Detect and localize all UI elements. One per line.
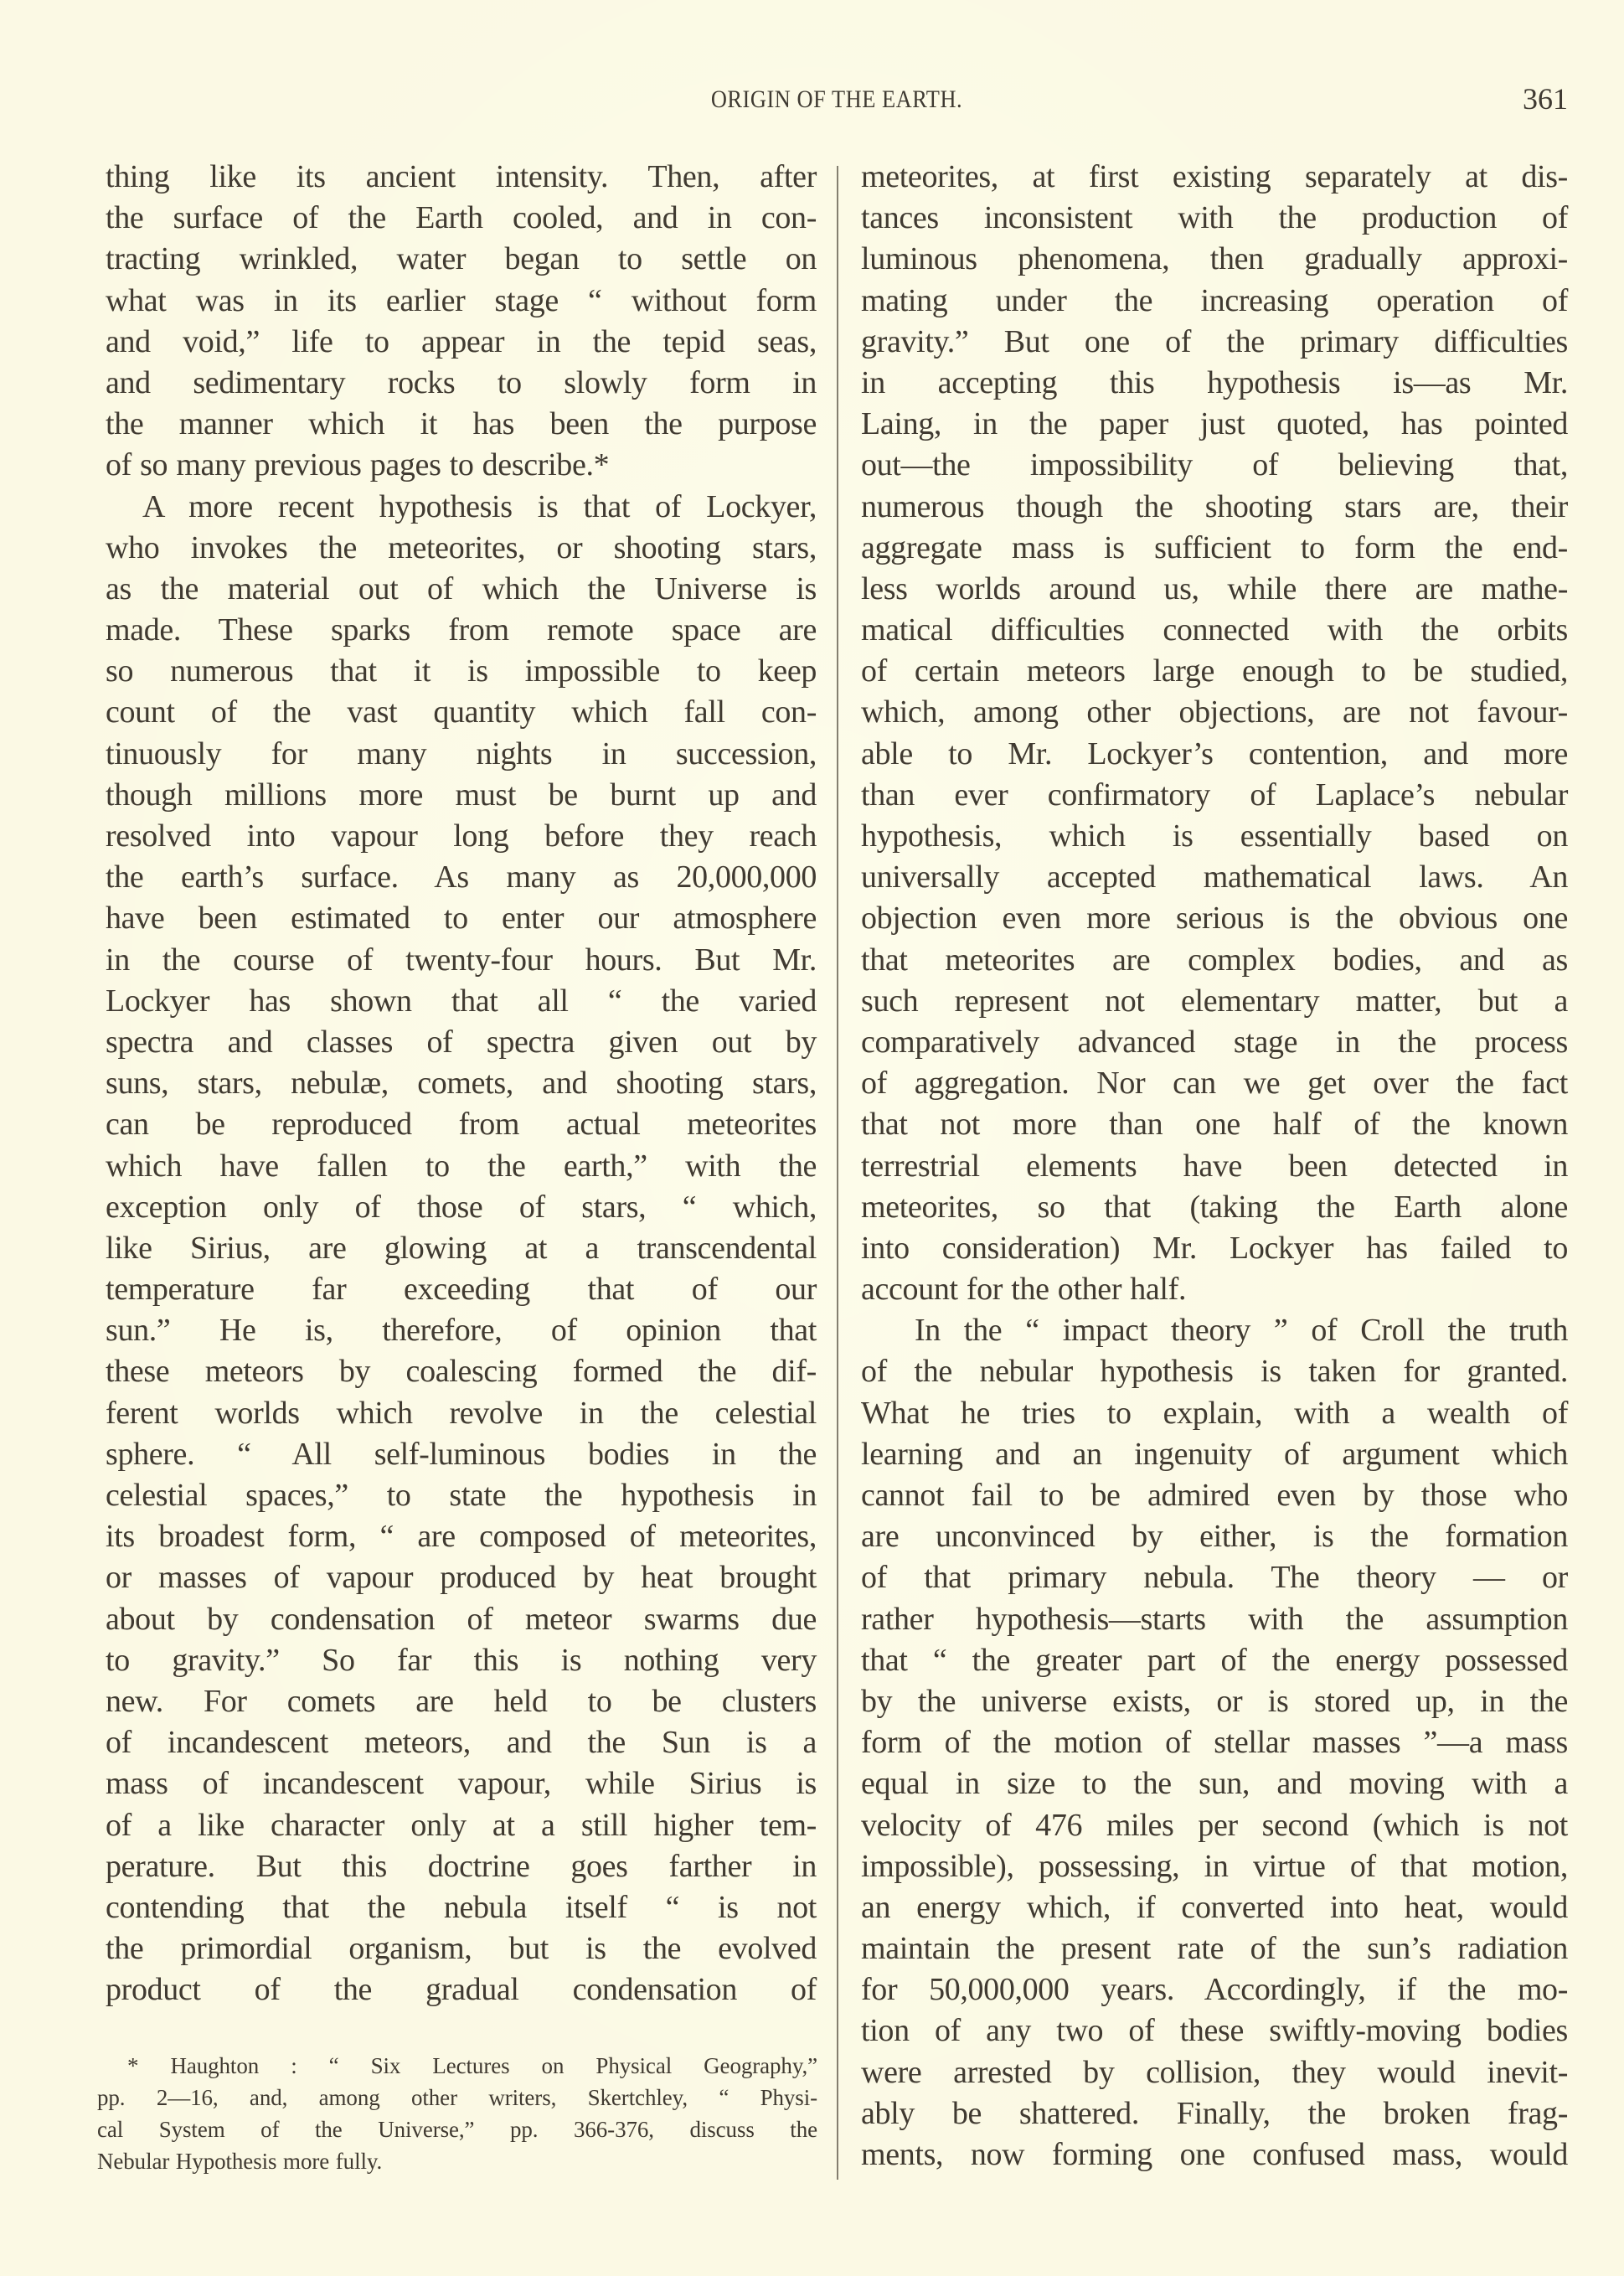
text-line: sphere. “ All self-luminous bodies in the [106, 1436, 817, 1472]
text-line: in accepting this hypothesis is—as Mr. [861, 364, 1568, 400]
text-line: Lockyer has shown that all “ the varied [106, 983, 817, 1019]
text-line: form of the motion of stellar masses ”—a mass [861, 1725, 1568, 1761]
text-line: velocity of 476 miles per second (which is not [861, 1807, 1568, 1843]
text-line: mass of incandescent vapour, while Sirius is [106, 1766, 817, 1802]
text-line: resolved into vapour long before they reach [106, 818, 817, 854]
left-column [106, 157, 817, 2010]
text-line: Nebular Hypothesis more fully. [97, 2149, 383, 2174]
text-line: terrestrial elements have been detected in [861, 1148, 1568, 1184]
text-line: of a like character only at a still higher tem- [106, 1807, 817, 1843]
text-line: its broadest form, “ are composed of meteorites, [106, 1519, 817, 1555]
text-line: What he tries to explain, with a wealth of [861, 1395, 1568, 1431]
paragraph [861, 157, 1568, 1310]
text-line: to gravity.” So far this is nothing very [106, 1642, 817, 1678]
text-line: out—the impossibility of believing that, [861, 447, 1568, 483]
running-title: ORIGIN OF THE EARTH. [710, 85, 963, 113]
text-line: tinuously for many nights in succession, [106, 735, 817, 772]
text-line: hypothesis, which is essentially based on [861, 818, 1568, 854]
text-line: In the “ impact theory ” of Croll the truth [915, 1313, 1568, 1349]
text-line: an energy which, if converted into heat, would [861, 1889, 1568, 1925]
text-line: the primordial organism, but is the evolved [106, 1931, 817, 1967]
text-line: such represent not elementary matter, but a [861, 983, 1568, 1019]
text-line: tracting wrinkled, water began to settle on [106, 241, 817, 277]
text-line: mating under the increasing operation of [861, 282, 1568, 318]
text-line: that not more than one half of the known [861, 1107, 1568, 1143]
text-line: Laing, in the paper just quoted, has pointed [861, 406, 1568, 442]
text-line: comparatively advanced stage in the process [861, 1024, 1568, 1060]
paragraph [97, 2050, 817, 2177]
text-line: in the course of twenty-four hours. But Mr. [106, 942, 817, 978]
text-line: universally accepted mathematical laws. An [861, 859, 1568, 895]
text-line: for 50,000,000 years. Accordingly, if the mo- [861, 1972, 1568, 2008]
text-line: suns, stars, nebulæ, comets, and shooting stars, [106, 1066, 817, 1102]
text-line: made. These sparks from remote space are [106, 612, 817, 648]
text-line: tion of any two of these swiftly-moving bodies [861, 2013, 1568, 2049]
text-line: objection even more serious is the obvious one [861, 901, 1568, 937]
text-line: the manner which it has been the purpose [106, 406, 817, 442]
text-line: impossible), possessing, in virtue of that motion, [861, 1848, 1568, 1884]
text-line: as the material out of which the Universe is [106, 570, 817, 606]
text-line: than ever confirmatory of Laplace’s nebular [861, 777, 1568, 813]
text-line: which have fallen to the earth,” with the [106, 1148, 817, 1184]
text-line: ably be shattered. Finally, the broken frag- [861, 2095, 1568, 2131]
text-line: count of the vast quantity which fall con- [106, 694, 817, 730]
text-line: aggregate mass is sufficient to form the end- [861, 529, 1568, 565]
column-divider [837, 166, 838, 2180]
text-line: these meteors by coalescing formed the dif- [106, 1354, 817, 1390]
text-line: perature. But this doctrine goes farther in [106, 1848, 817, 1884]
text-line: of certain meteors large enough to be studied, [861, 653, 1568, 689]
text-line: who invokes the meteorites, or shooting stars, [106, 529, 817, 565]
text-line: which, among other objections, are not favour- [861, 694, 1568, 730]
text-line: learning and an ingenuity of argument which [861, 1436, 1568, 1472]
text-line: temperature far exceeding that of our [106, 1272, 817, 1308]
text-line: like Sirius, are glowing at a transcendental [106, 1230, 817, 1266]
text-line: cal System of the Universe,” pp. 366-376, discuss the [97, 2117, 817, 2142]
paragraph [106, 487, 817, 2011]
text-line: though millions more must be burnt up and [106, 777, 817, 813]
text-line: gravity.” But one of the primary difficulties [861, 323, 1568, 359]
text-line: pp. 2—16, and, among other writers, Skertchley, “ Physi- [97, 2085, 817, 2110]
footnote [97, 2050, 817, 2177]
paragraph [106, 157, 817, 487]
text-line: maintain the present rate of the sun’s radiation [861, 1931, 1568, 1967]
text-line: equal in size to the sun, and moving with a [861, 1766, 1568, 1802]
text-line: account for the other half. [861, 1272, 1187, 1308]
text-line: A more recent hypothesis is that of Lockyer, [142, 488, 817, 524]
text-line: and void,” life to appear in the tepid seas, [106, 323, 817, 359]
text-line: contending that the nebula itself “ is not [106, 1889, 817, 1925]
text-line: of incandescent meteors, and the Sun is a [106, 1725, 817, 1761]
text-line: thing like its ancient intensity. Then, after [106, 159, 817, 194]
text-line: tances inconsistent with the production of [861, 200, 1568, 236]
text-line: meteorites, so that (taking the Earth alone [861, 1189, 1568, 1225]
text-line: ferent worlds which revolve in the celestial [106, 1395, 817, 1431]
text-line: the earth’s surface. As many as 20,000,000 [106, 859, 817, 895]
text-line: were arrested by collision, they would inevit- [861, 2054, 1568, 2090]
text-line: celestial spaces,” to state the hypothesis in [106, 1478, 817, 1513]
text-line: ments, now forming one confused mass, would [861, 2137, 1568, 2172]
text-line: the surface of the Earth cooled, and in con- [106, 200, 817, 236]
text-line: cannot fail to be admired even by those who [861, 1478, 1568, 1513]
text-line: exception only of those of stars, “ which, [106, 1189, 817, 1225]
text-line: that meteorites are complex bodies, and as [861, 942, 1568, 978]
text-line: sun.” He is, therefore, of opinion that [106, 1313, 817, 1349]
text-line: less worlds around us, while there are mathe- [861, 570, 1568, 606]
text-line: of so many previous pages to describe.* [106, 447, 610, 483]
text-line: * Haughton : “ Six Lectures on Physical Geography,” [127, 2053, 817, 2078]
text-line: can be reproduced from actual meteorites [106, 1107, 817, 1143]
text-line: of the nebular hypothesis is taken for granted. [861, 1354, 1568, 1390]
text-line: by the universe exists, or is stored up, in the [861, 1683, 1568, 1719]
text-line: product of the gradual condensation of [106, 1972, 817, 2008]
text-line: that “ the greater part of the energy possessed [861, 1642, 1568, 1678]
right-column [861, 157, 1568, 2175]
text-line: spectra and classes of spectra given out by [106, 1024, 817, 1060]
text-line: numerous though the shooting stars are, their [861, 488, 1568, 524]
text-line: so numerous that it is impossible to keep [106, 653, 817, 689]
text-line: luminous phenomena, then gradually approxi- [861, 241, 1568, 277]
running-head [106, 84, 1568, 116]
text-line: or masses of vapour produced by heat brought [106, 1560, 817, 1596]
text-line: of aggregation. Nor can we get over the fact [861, 1066, 1568, 1102]
text-line: able to Mr. Lockyer’s contention, and more [861, 735, 1568, 772]
page-number: 361 [1523, 82, 1568, 116]
text-line: meteorites, at first existing separately at dis- [861, 159, 1568, 194]
text-line: new. For comets are held to be clusters [106, 1683, 817, 1719]
text-line: are unconvinced by either, is the formation [861, 1519, 1568, 1555]
text-line: into consideration) Mr. Lockyer has failed to [861, 1230, 1568, 1266]
text-line: what was in its earlier stage “ without form [106, 282, 817, 318]
text-line: matical difficulties connected with the orbits [861, 612, 1568, 648]
text-line: have been estimated to enter our atmosphere [106, 901, 817, 937]
paragraph [861, 1310, 1568, 2175]
text-line: rather hypothesis—starts with the assumption [861, 1601, 1568, 1637]
text-line: about by condensation of meteor swarms due [106, 1601, 817, 1637]
text-line: and sedimentary rocks to slowly form in [106, 364, 817, 400]
text-line: of that primary nebula. The theory — or [861, 1560, 1568, 1596]
